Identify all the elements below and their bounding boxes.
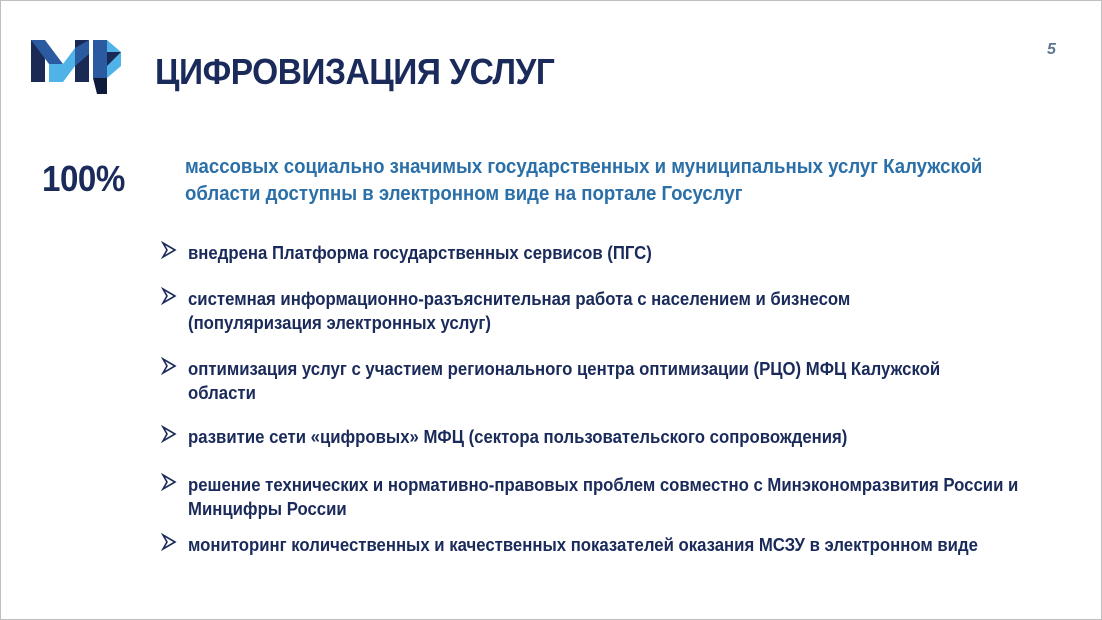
list-item-text: внедрена Платформа государственных сервисов (ПГС) bbox=[188, 243, 652, 263]
page-title: ЦИФРОВИЗАЦИЯ УСЛУГ bbox=[155, 51, 555, 92]
highlight-value: 100% bbox=[42, 158, 125, 199]
arrow-bullet-icon bbox=[161, 473, 177, 491]
list-item-text: мониторинг количественных и качественных показателей оказания МСЗУ в электронном виде bbox=[188, 535, 978, 555]
list-item-text: системная информационно-разъяснительная работа с населением и бизнесом (популяризация электронных услуг) bbox=[188, 289, 851, 333]
page-number: 5 bbox=[1047, 41, 1056, 58]
arrow-bullet-icon bbox=[161, 241, 177, 259]
list-item-text: решение технических и нормативно-правовых проблем совместно с Минэкономразвития России и Минцифры России bbox=[188, 475, 1019, 519]
arrow-bullet-icon bbox=[161, 533, 177, 551]
list-item-text: развитие сети «цифровых» МФЦ (сектора пользовательского сопровождения) bbox=[188, 427, 848, 447]
arrow-bullet-icon bbox=[161, 357, 177, 375]
arrow-bullet-icon bbox=[161, 425, 177, 443]
list-item-text: оптимизация услуг с участием регионального центра оптимизации (РЦО) МФЦ Калужской области bbox=[188, 359, 941, 403]
mfc-logo-icon bbox=[31, 38, 123, 94]
arrow-bullet-icon bbox=[161, 287, 177, 305]
highlight-text: массовых социально значимых государственных и муниципальных услуг Калужской области доступны в электронном виде на портале Госуслуг bbox=[185, 156, 983, 205]
